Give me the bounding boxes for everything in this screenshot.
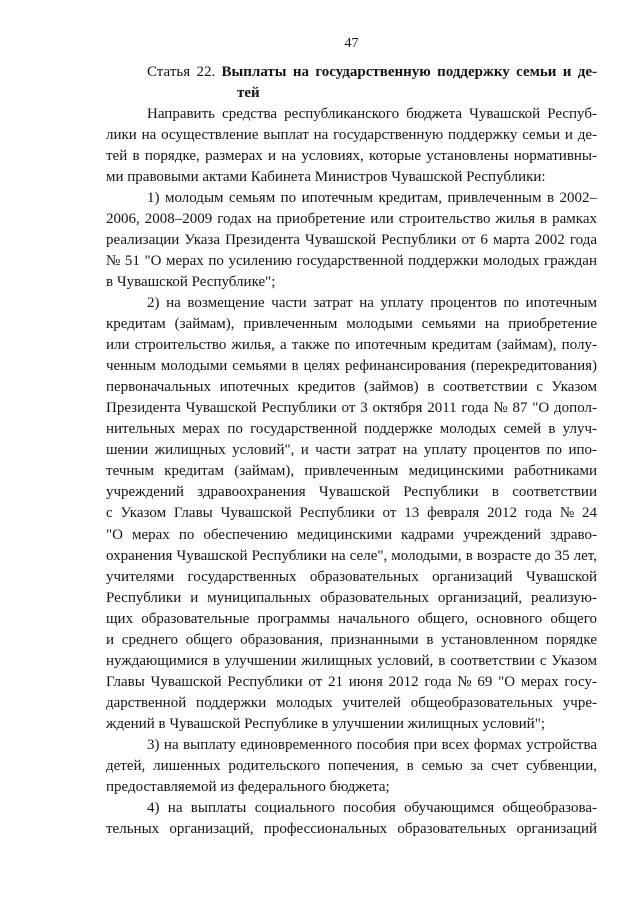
text-line: Главы Чувашской Республики от 21 июня 2012 года № 69 "О мерах госу-	[106, 673, 597, 690]
paragraph-item-1	[106, 188, 597, 293]
article-heading	[106, 62, 597, 104]
text-line: 1) молодым семьям по ипотечным кредитам, привлеченным в 2002–	[147, 189, 597, 206]
text-line: "О мерах по обеспечению медицинскими кадрами учреждений здраво-	[106, 526, 597, 543]
text-line: течным кредитам (займам), привлеченным медицинскими работниками	[106, 463, 597, 480]
paragraph-item-4	[106, 798, 597, 840]
text-line: Президента Чувашской Республики от 3 октября 2011 года № 87 "О допол-	[106, 400, 597, 417]
text-line: учителями государственных образовательных организаций Чувашской	[106, 568, 597, 585]
text-line: охранения Чувашской Республики на селе", молодыми, в возрасте до 35 лет,	[106, 547, 597, 564]
page-number: 47	[344, 36, 359, 51]
text-line: дарственной поддержки молодых учителей общеобразовательных учре-	[106, 694, 597, 711]
text-line: кредитам (займам), привлеченным молодыми семьями на приобретение	[106, 316, 597, 333]
text-line: реализации Указа Президента Чувашской Республики от 6 марта 2002 года	[106, 231, 597, 248]
text-line: 3) на выплату единовременного пособия при всех формах устройства	[147, 737, 597, 753]
text-line: ченным молодыми семьями в целях рефинансирования (перекредитования)	[106, 358, 597, 375]
text-line: ми правовыми актами Кабинета Министров Чувашской Республики:	[106, 168, 546, 185]
article-title-continuation: тей	[237, 84, 260, 101]
text-line: нуждающимися в улучшении жилищных условий, в соответствии с Указом	[106, 652, 597, 669]
text-line: детей, лишенных родительского попечения, в семью за счет субвенции,	[106, 758, 597, 775]
text-line: предоставляемой из федерального бюджета;	[106, 779, 390, 796]
text-line: в Чувашской Республике";	[106, 273, 276, 290]
text-line: и среднего общего образования, признанными в установленном порядке	[106, 631, 597, 648]
article-heading-line	[106, 62, 597, 83]
article-title: Выплаты на государственную поддержку семьи и де-	[221, 63, 597, 80]
text-line: № 51 "О мерах по усилению государственной поддержки молодых граждан	[106, 252, 597, 269]
paragraph-item-3	[106, 735, 597, 798]
text-line: тельных организаций, профессиональных образовательных организаций	[106, 821, 597, 838]
text-line: лики на осуществление выплат на государственную поддержку семьи и де-	[106, 126, 597, 143]
text-line: щих образовательные программы начального общего, основного общего	[106, 610, 597, 627]
text-line: тей в порядке, размерах и на условиях, которые установлены нормативны-	[106, 147, 597, 164]
text-line: учреждений здравоохранения Чувашской Республики в соответствии	[106, 484, 597, 501]
text-line: Направить средства республиканского бюджета Чувашской Респуб-	[147, 105, 597, 122]
text-line: 2006, 2008–2009 годах на приобретение или строительство жилья в рамках	[106, 210, 597, 227]
text-line: 4) на выплаты социального пособия обучающимся общеобразова-	[147, 800, 597, 817]
document-body	[106, 62, 597, 841]
text-line: или строительство жилья, а также по ипотечным кредитам (займам), полу-	[106, 337, 597, 354]
paragraph-intro	[106, 104, 597, 188]
text-line: Республики и муниципальных образовательных организаций, реализую-	[106, 589, 597, 606]
text-line: нительных мерах по государственной поддержке молодых семей в улуч-	[106, 421, 597, 438]
article-label: Статья 22.	[147, 63, 216, 80]
text-line: 2) на возмещение части затрат на уплату процентов по ипотечным	[147, 295, 597, 312]
text-line: с Указом Главы Чувашской Республики от 13 февраля 2012 года № 24	[106, 505, 597, 522]
text-line: шении жилищных условий", и части затрат на уплату процентов по ипо-	[106, 442, 597, 459]
paragraph-item-2	[106, 293, 597, 735]
text-line: первоначальных ипотечных кредитов (займов) в соответствии с Указом	[106, 379, 597, 396]
text-line: ждений в Чувашской Республике в улучшении жилищных условий";	[106, 715, 545, 732]
